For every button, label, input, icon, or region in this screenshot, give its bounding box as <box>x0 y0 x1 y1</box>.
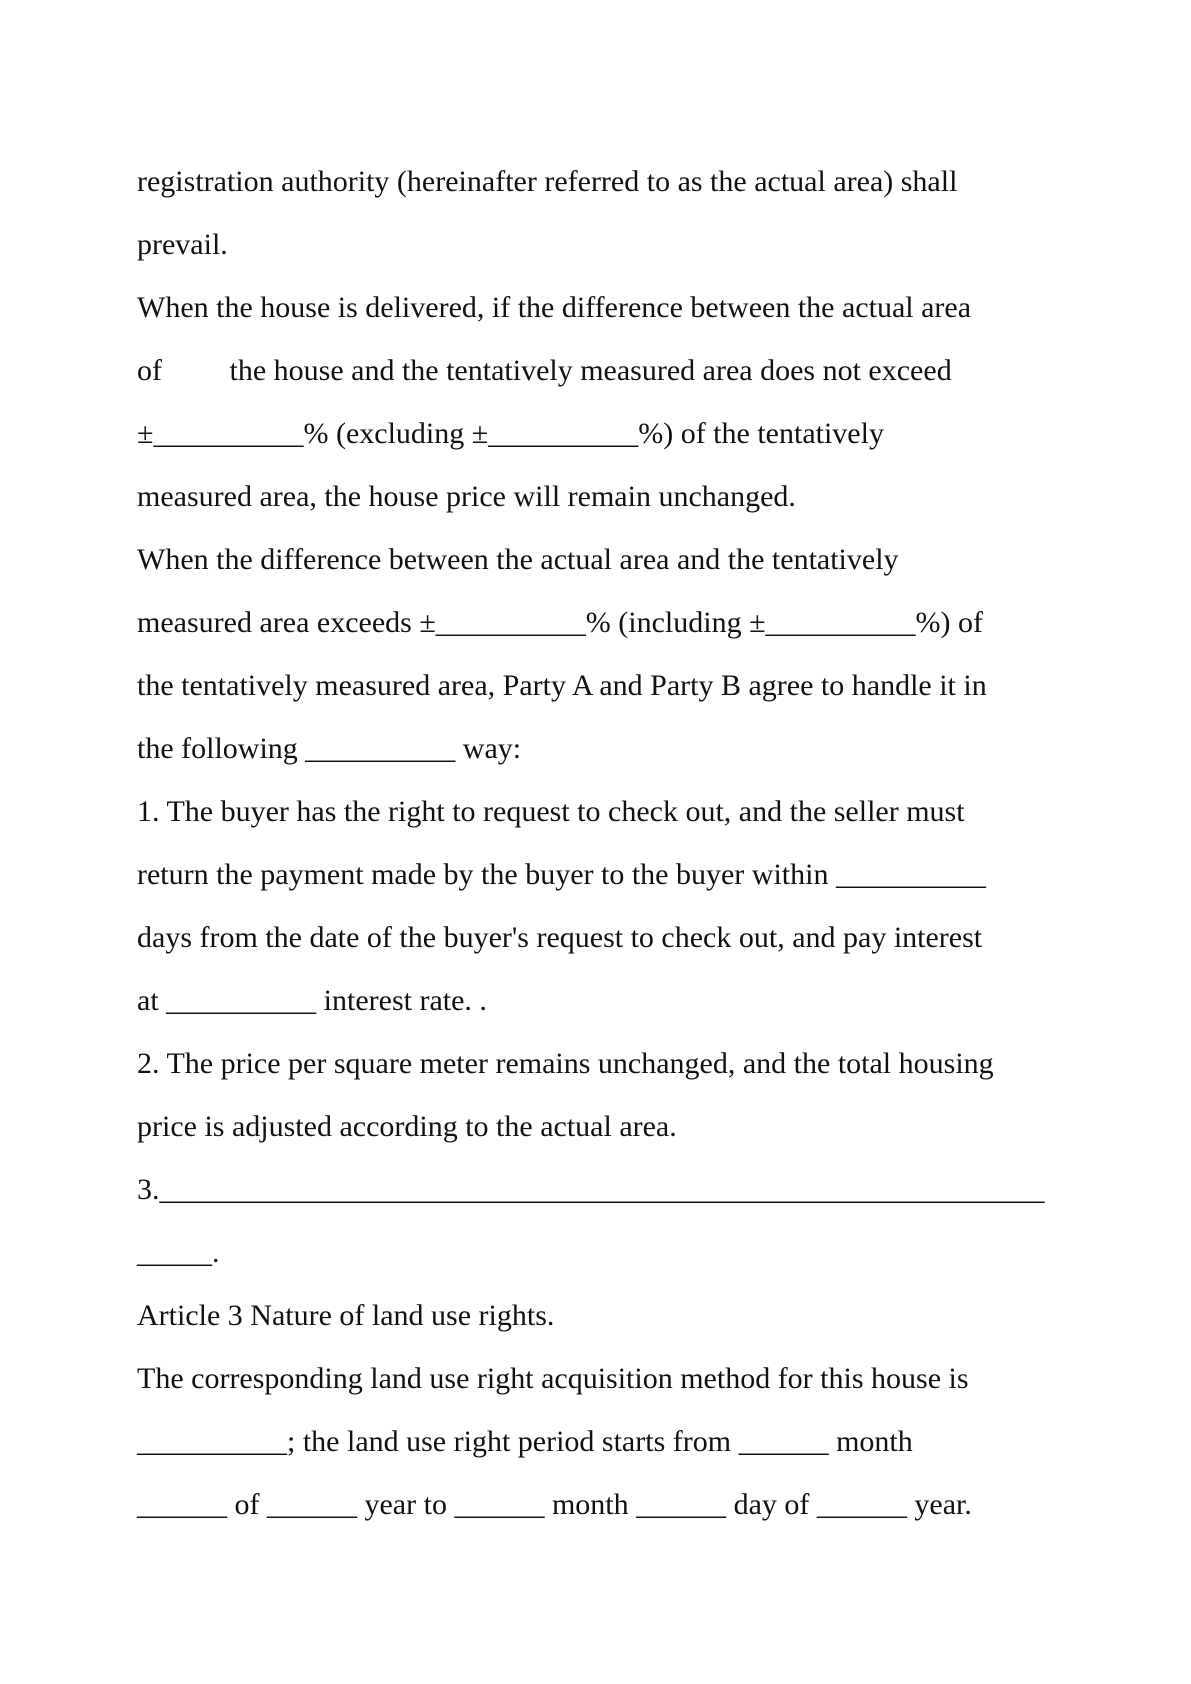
text-line: days from the date of the buyer's request to check out, and pay interest <box>137 921 983 954</box>
article-heading: Article 3 Nature of land use rights. <box>137 1299 555 1332</box>
text-line: measured area, the house price will remain unchanged. <box>137 480 796 513</box>
text-line: __________; the land use right period starts from ______ month <box>137 1425 913 1458</box>
contract-text <box>137 150 1077 1536</box>
text-line: When the house is delivered, if the difference between the actual area <box>137 291 972 324</box>
text-line: ±__________% (excluding ±__________%) of the tentatively <box>137 417 884 450</box>
text-line: the tentatively measured area, Party A and Party B agree to handle it in <box>137 669 987 702</box>
text-line: _____. <box>137 1236 220 1269</box>
text-line: 3.___________________________________________________________ <box>137 1173 1045 1206</box>
text-line: 2. The price per square meter remains unchanged, and the total housing <box>137 1047 994 1080</box>
text-line: The corresponding land use right acquisition method for this house is <box>137 1362 969 1395</box>
text-line: of the house and the tentatively measured area does not exceed <box>137 354 952 387</box>
text-line: prevail. <box>137 228 228 261</box>
text-line: ______ of ______ year to ______ month ______ day of ______ year. <box>137 1488 972 1521</box>
text-line: the following __________ way: <box>137 732 522 765</box>
text-line: price is adjusted according to the actual area. <box>137 1110 677 1143</box>
text-line: 1. The buyer has the right to request to check out, and the seller must <box>137 795 965 828</box>
text-line: measured area exceeds ±__________% (including ±__________%) of <box>137 606 984 639</box>
text-line: When the difference between the actual area and the tentatively <box>137 543 899 576</box>
text-line: registration authority (hereinafter referred to as the actual area) shall <box>137 165 958 198</box>
text-line: at __________ interest rate. . <box>137 984 487 1017</box>
text-line: return the payment made by the buyer to the buyer within __________ <box>137 858 986 891</box>
